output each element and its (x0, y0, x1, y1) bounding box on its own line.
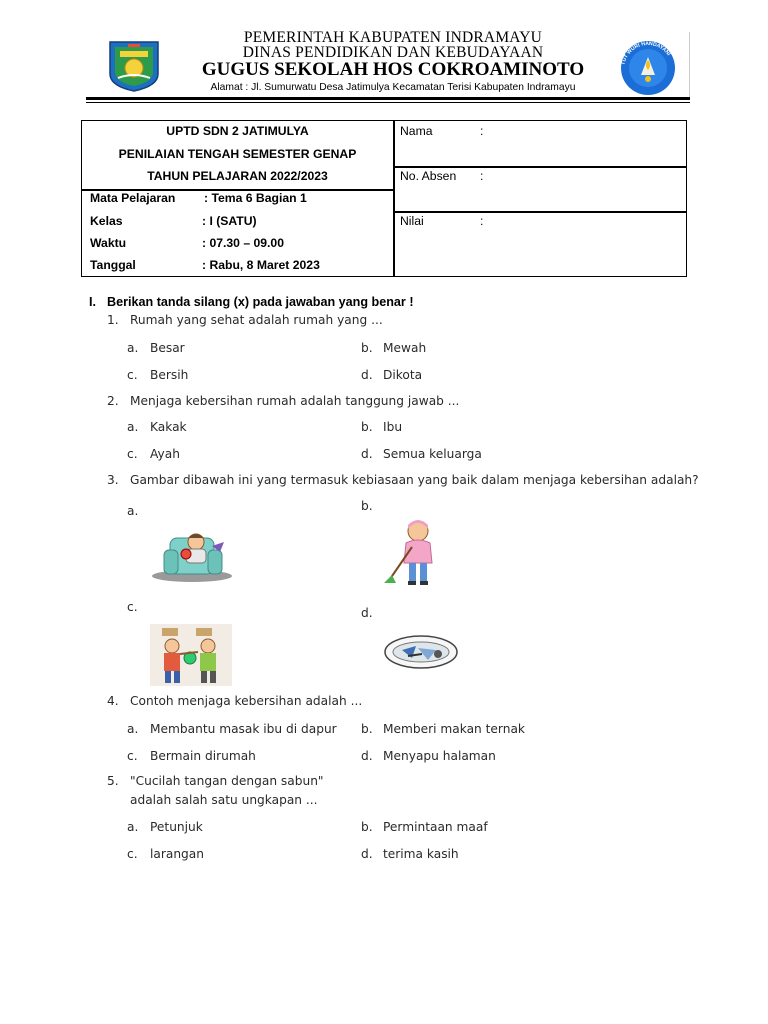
option-key: a. (127, 420, 139, 434)
option-text: Membantu masak ibu di dapur (150, 722, 337, 736)
question-text: Rumah yang sehat adalah rumah yang ... (130, 313, 383, 327)
header-government-line: PEMERINTAH KABUPATEN INDRAMAYU (243, 29, 543, 46)
option-key: a. (127, 504, 139, 518)
option-text: Bermain dirumah (150, 749, 256, 763)
field-nama-label: Nama (400, 124, 433, 138)
tut-wuri-handayani-logo-icon (614, 37, 682, 97)
exam-info-table (81, 120, 687, 277)
question-text: Menjaga kebersihan rumah adalah tanggung jawab ... (130, 394, 460, 408)
option-text: Mewah (383, 341, 427, 355)
field-colon: : (480, 169, 484, 183)
children-fighting-illustration-icon (150, 624, 232, 686)
girl-sweeping-illustration-icon (382, 517, 442, 589)
option-key: d. (361, 606, 373, 620)
option-key: c. (127, 847, 138, 861)
header-rule-thin (86, 102, 690, 103)
option-key: c. (127, 600, 138, 614)
header-address: Alamat : Jl. Sumurwatu Desa Jatimulya Kecamatan Terisi Kabupaten Indramayu (210, 82, 576, 93)
option-text: Memberi makan ternak (383, 722, 525, 736)
detail-label: Tanggal (90, 258, 136, 272)
option-key: d. (361, 847, 373, 861)
option-text: Besar (150, 341, 185, 355)
field-absen-label: No. Absen (400, 169, 457, 183)
question-text: Gambar dibawah ini yang termasuk kebiasaan yang baik dalam menjaga kebersihan adalah? (130, 473, 699, 487)
table-divider (393, 121, 395, 276)
option-key: c. (127, 749, 138, 763)
field-nilai-label: Nilai (400, 214, 424, 228)
exam-year: TAHUN PELAJARAN 2022/2023 (147, 169, 328, 183)
school-name: UPTD SDN 2 JATIMULYA (166, 124, 309, 138)
question-number: 5. (107, 774, 119, 788)
detail-label: Mata Pelajaran (90, 191, 176, 205)
option-key: d. (361, 368, 373, 382)
question-number: 3. (107, 473, 119, 487)
option-text: Petunjuk (150, 820, 203, 834)
child-on-couch-illustration-icon (150, 524, 238, 584)
option-key: c. (127, 368, 138, 382)
option-key: c. (127, 447, 138, 461)
detail-value: : Tema 6 Bagian 1 (204, 191, 307, 205)
option-text: Menyapu halaman (383, 749, 496, 763)
detail-value: : I (SATU) (202, 214, 257, 228)
header-edge-line (689, 32, 690, 100)
option-text: Permintaan maaf (383, 820, 488, 834)
option-key: d. (361, 447, 373, 461)
detail-label: Kelas (90, 214, 123, 228)
option-key: a. (127, 341, 139, 355)
option-text: Kakak (150, 420, 187, 434)
field-colon: : (480, 214, 484, 228)
field-colon: : (480, 124, 484, 138)
header-school-cluster: GUGUS SEKOLAH HOS COKROAMINOTO (201, 59, 585, 80)
option-key: a. (127, 722, 139, 736)
table-line (393, 166, 686, 168)
detail-value: : Rabu, 8 Maret 2023 (202, 258, 320, 272)
question-text-line1: "Cucilah tangan dengan sabun" (130, 774, 324, 788)
option-key: b. (361, 820, 373, 834)
option-text: larangan (150, 847, 204, 861)
option-text: Ibu (383, 420, 403, 434)
option-key: b. (361, 420, 373, 434)
detail-label: Waktu (90, 236, 127, 250)
detail-value: : 07.30 – 09.00 (202, 236, 284, 250)
header-department-line: DINAS PENDIDIKAN DAN KEBUDAYAAN (242, 44, 544, 61)
option-text: Dikota (383, 368, 423, 382)
header-rule-thick (86, 97, 690, 100)
section-instruction: Berikan tanda silang (x) pada jawaban yang benar ! (107, 295, 414, 309)
option-text: Ayah (150, 447, 180, 461)
messy-trash-illustration-icon (382, 632, 460, 672)
option-text: Semua keluarga (383, 447, 482, 461)
option-key: b. (361, 722, 373, 736)
question-text-line2: adalah salah satu ungkapan ... (130, 793, 318, 807)
option-key: a. (127, 820, 139, 834)
section-number: I. (89, 295, 96, 309)
option-key: b. (361, 499, 373, 513)
option-key: d. (361, 749, 373, 763)
table-line (393, 211, 686, 213)
question-number: 1. (107, 313, 119, 327)
question-text: Contoh menjaga kebersihan adalah ... (130, 694, 363, 708)
exam-title: PENILAIAN TENGAH SEMESTER GENAP (118, 147, 357, 161)
question-number: 4. (107, 694, 119, 708)
option-text: terima kasih (383, 847, 459, 861)
question-number: 2. (107, 394, 119, 408)
logo-ring-text: TUT WURI HANDAYANI (620, 40, 672, 66)
option-text: Bersih (150, 368, 189, 382)
option-key: b. (361, 341, 373, 355)
